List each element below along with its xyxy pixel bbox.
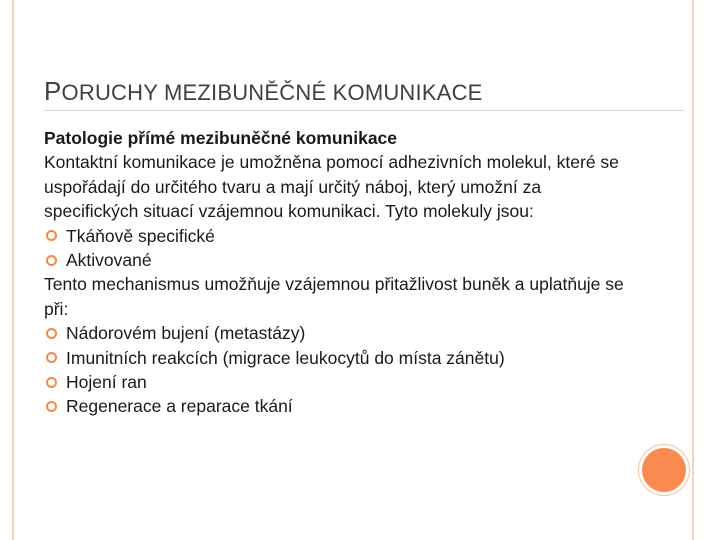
list-item [44,346,624,370]
bullet-circle-icon [46,328,57,339]
bullet-circle-icon [46,377,57,388]
list-item [44,321,624,345]
list-item [44,370,624,394]
bullet-circle-icon [46,255,57,266]
decorative-circle [642,448,686,492]
list-item-text: Tkáňově specifické [66,225,215,246]
list-item-text: Aktivované [66,250,152,271]
bullet-circle-icon [46,352,57,363]
list-item [44,248,624,272]
list-item-text: Regenerace a reparace tkání [66,396,293,417]
list-item [44,394,624,418]
title-divider [44,110,684,111]
title-text: ORUCHY MEZIBUNĚČNÉ KOMUNIKACE [61,80,483,105]
intro-paragraph: Kontaktní komunikace je umožněna pomocí adhezivních molekul, které se uspořádají do určitého tvaru a mají určitý náboj, který umožní za specifických situací vzájemnou komunikaci. Tyto molekuly jsou: [44,152,619,222]
list-item-text: Imunitních reakcích (migrace leukocytů do místa zánětu) [66,347,505,368]
section-heading: Patologie přímé mezibuněčné komunikace [44,128,398,148]
list-item-text: Nádorovém bujení (metastázy) [66,323,306,344]
bullet-circle-icon [46,230,57,241]
slide-body [44,126,624,419]
bullet-circle-icon [46,401,57,412]
title-initial: P [44,76,62,106]
slide-title [44,76,483,107]
list-item [44,224,624,248]
list-item-text: Hojení ran [66,372,147,393]
mechanism-paragraph: Tento mechanismus umožňuje vzájemnou přitažlivost buněk a uplatňuje se při: [44,274,624,319]
